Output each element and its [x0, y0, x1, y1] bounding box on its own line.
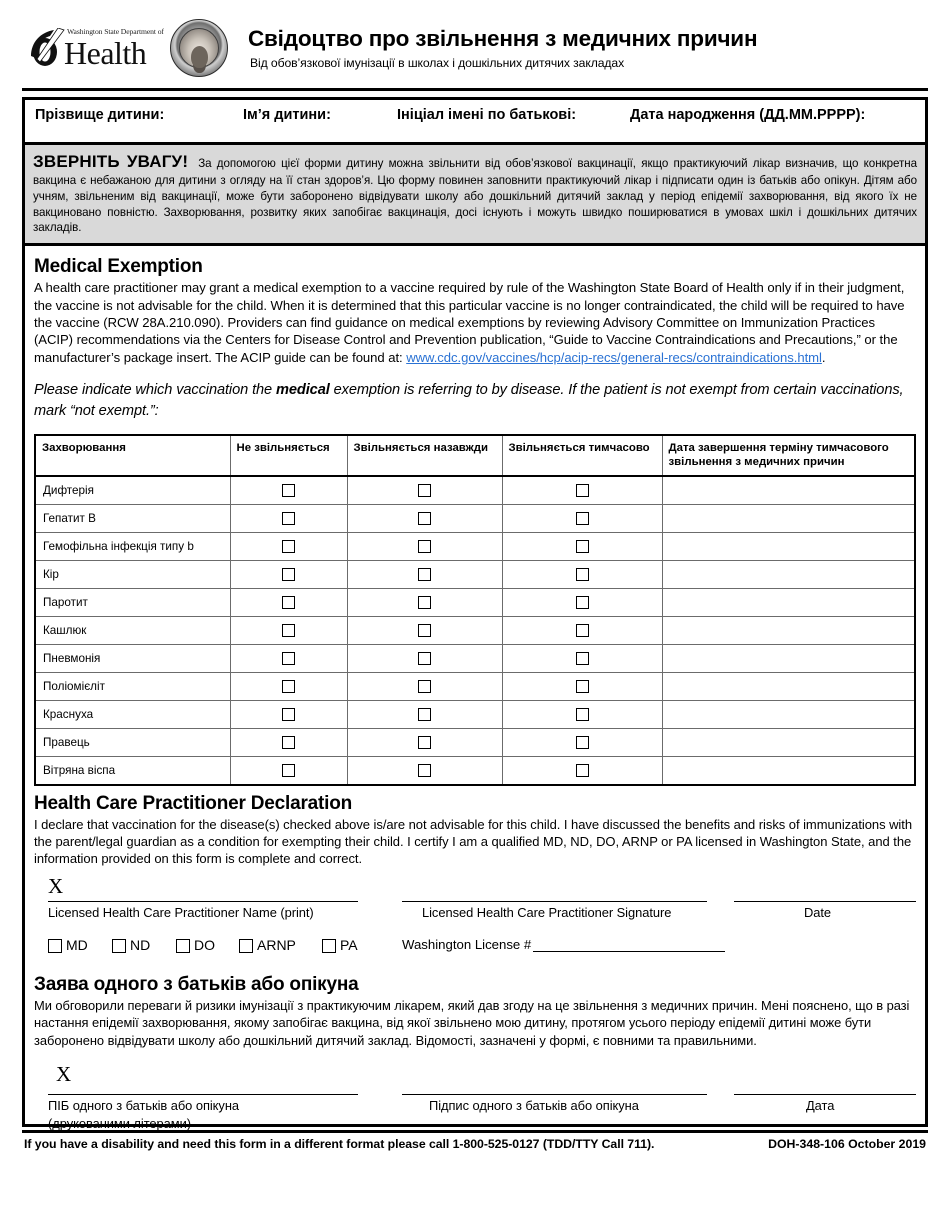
exemption-end-date-cell[interactable] [662, 617, 915, 645]
washington-license-label: Washington License # [402, 936, 532, 952]
practitioner-signature-lines [34, 873, 916, 932]
notice-heading: ЗВЕРНІТЬ УВАГУ! [33, 152, 189, 171]
table-row [35, 561, 915, 589]
disease-name-cell: Гемофільна інфекція типу b [35, 533, 230, 561]
checkbox-cell-temporary-exempt[interactable] [502, 757, 662, 786]
medical-exemption-text-end: . [821, 349, 826, 365]
table-row [35, 673, 915, 701]
disease-name-cell: Кір [35, 561, 230, 589]
field-label-child-middle-initial: Ініціал імені по батькові: [397, 107, 577, 123]
checkbox-permanent-exempt-icon[interactable] [418, 624, 431, 637]
checkbox-not-exempt-icon[interactable] [282, 568, 295, 581]
practitioner-date-input[interactable] [734, 901, 916, 902]
exemption-end-date-cell[interactable] [662, 673, 915, 701]
checkbox-cell-not-exempt[interactable] [230, 561, 347, 589]
medical-exemption-heading: Medical Exemption [34, 256, 203, 278]
checkbox-cell-not-exempt[interactable] [230, 533, 347, 561]
parent-name-label-2: (друкованими літерами) [48, 1116, 191, 1131]
checkbox-cell-temporary-exempt[interactable] [502, 617, 662, 645]
practitioner-credentials-row [34, 934, 916, 962]
medical-exemption-paragraph [34, 279, 916, 366]
credential-checkbox-md[interactable] [48, 937, 88, 953]
checkbox-not-exempt-icon[interactable] [282, 484, 295, 497]
column-header-not-exempt: Не звільняється [230, 435, 347, 477]
checkbox-cell-not-exempt[interactable] [230, 476, 347, 505]
credential-checkbox-do[interactable] [176, 937, 215, 953]
credential-label-nd: ND [130, 936, 151, 953]
checkbox-temporary-exempt-icon[interactable] [576, 540, 589, 553]
form-frame [22, 97, 928, 1131]
notice-block [25, 145, 925, 246]
checkbox-cell-permanent-exempt[interactable] [347, 701, 502, 729]
checkbox-not-exempt-icon[interactable] [282, 680, 295, 693]
disease-name-cell: Краснуха [35, 701, 230, 729]
header-divider [22, 88, 928, 91]
checkbox-temporary-exempt-icon[interactable] [576, 764, 589, 777]
checkbox-pa-icon[interactable] [322, 939, 336, 953]
checkbox-cell-not-exempt[interactable] [230, 729, 347, 757]
exemption-end-date-cell[interactable] [662, 757, 915, 786]
page-title: Свідоцтво про звільнення з медичних причин [248, 26, 758, 52]
disease-name-cell: Вітряна віспа [35, 757, 230, 786]
checkbox-cell-temporary-exempt[interactable] [502, 589, 662, 617]
checkbox-permanent-exempt-icon[interactable] [418, 764, 431, 777]
table-header-row [35, 435, 915, 477]
field-label-child-dob: Дата народження (ДД.ММ.РРРР): [630, 107, 866, 123]
table-row [35, 476, 915, 505]
checkbox-permanent-exempt-icon[interactable] [418, 568, 431, 581]
checkbox-cell-temporary-exempt[interactable] [502, 729, 662, 757]
checkbox-permanent-exempt-icon[interactable] [418, 652, 431, 665]
checkbox-cell-not-exempt[interactable] [230, 617, 347, 645]
field-label-child-first-name: Ім’я дитини: [243, 107, 331, 123]
disease-name-cell: Дифтерія [35, 476, 230, 505]
parent-signature-lines [34, 1062, 916, 1131]
checkbox-temporary-exempt-icon[interactable] [576, 624, 589, 637]
practitioner-declaration-heading: Health Care Practitioner Declaration [34, 793, 353, 815]
checkbox-cell-temporary-exempt[interactable] [502, 673, 662, 701]
exemption-end-date-cell[interactable] [662, 505, 915, 533]
exemption-end-date-cell[interactable] [662, 645, 915, 673]
checkbox-not-exempt-icon[interactable] [282, 708, 295, 721]
exemption-instruction [34, 380, 916, 421]
instruction-emphasis: medical [276, 382, 330, 399]
checkbox-do-icon[interactable] [176, 939, 190, 953]
checkbox-temporary-exempt-icon[interactable] [576, 512, 589, 525]
checkbox-cell-temporary-exempt[interactable] [502, 476, 662, 505]
checkbox-cell-permanent-exempt[interactable] [347, 673, 502, 701]
checkbox-temporary-exempt-icon[interactable] [576, 736, 589, 749]
practitioner-signature-input[interactable] [402, 901, 707, 902]
checkbox-temporary-exempt-icon[interactable] [576, 652, 589, 665]
notice-paragraph [33, 150, 917, 236]
credential-checkbox-nd[interactable] [112, 937, 150, 953]
table-row [35, 533, 915, 561]
checkbox-permanent-exempt-icon[interactable] [418, 680, 431, 693]
table-row [35, 589, 915, 617]
exemption-end-date-cell[interactable] [662, 729, 915, 757]
exemption-end-date-cell[interactable] [662, 476, 915, 505]
parent-date-label: Дата [806, 1098, 835, 1113]
checkbox-arnp-icon[interactable] [239, 939, 253, 953]
title-block [248, 26, 757, 70]
checkbox-temporary-exempt-icon[interactable] [576, 568, 589, 581]
washington-state-seal-icon [170, 19, 228, 77]
instruction-part-1: Please indicate which vaccination the [34, 382, 277, 399]
checkbox-cell-not-exempt[interactable] [230, 589, 347, 617]
credential-checkbox-pa[interactable] [322, 937, 358, 953]
checkbox-permanent-exempt-icon[interactable] [418, 484, 431, 497]
credential-label-md: MD [66, 936, 88, 953]
checkbox-cell-not-exempt[interactable] [230, 645, 347, 673]
checkbox-permanent-exempt-icon[interactable] [418, 736, 431, 749]
practitioner-x-mark: X [48, 873, 64, 898]
checkbox-cell-not-exempt[interactable] [230, 757, 347, 786]
parent-signature-input[interactable] [402, 1094, 707, 1095]
checkbox-cell-not-exempt[interactable] [230, 701, 347, 729]
checkbox-permanent-exempt-icon[interactable] [418, 708, 431, 721]
checkbox-cell-permanent-exempt[interactable] [347, 589, 502, 617]
checkbox-cell-temporary-exempt[interactable] [502, 701, 662, 729]
checkbox-md-icon[interactable] [48, 939, 62, 953]
disease-table-body [35, 476, 915, 785]
checkbox-not-exempt-icon[interactable] [282, 652, 295, 665]
credential-label-pa: PA [340, 936, 358, 953]
checkbox-cell-permanent-exempt[interactable] [347, 645, 502, 673]
checkbox-not-exempt-icon[interactable] [282, 512, 295, 525]
checkbox-permanent-exempt-icon[interactable] [418, 512, 431, 525]
cdc-acip-link[interactable]: www.cdc.gov/vaccines/hcp/acip-recs/general-recs/contraindications.html [406, 349, 822, 365]
checkbox-cell-temporary-exempt[interactable] [502, 505, 662, 533]
washington-license-input[interactable] [533, 938, 725, 952]
checkbox-cell-temporary-exempt[interactable] [502, 561, 662, 589]
washington-license-field[interactable] [402, 937, 725, 952]
footer-accessibility-notice: If you have a disability and need this form in a different format please call 1-800-525-0127 (TDD/TTY Call 711). [24, 1137, 655, 1151]
checkbox-cell-permanent-exempt[interactable] [347, 729, 502, 757]
practitioner-date-label: Date [804, 904, 832, 920]
checkbox-cell-temporary-exempt[interactable] [502, 645, 662, 673]
checkbox-not-exempt-icon[interactable] [282, 596, 295, 609]
table-row [35, 617, 915, 645]
table-row [35, 505, 915, 533]
agency-dept-line: Washington State Department of [67, 27, 164, 36]
disease-name-cell: Гепатит B [35, 505, 230, 533]
checkbox-cell-permanent-exempt[interactable] [347, 757, 502, 786]
table-row [35, 757, 915, 786]
field-label-child-last-name: Прізвище дитини: [35, 107, 165, 123]
credential-checkbox-arnp[interactable] [239, 937, 296, 953]
checkbox-cell-permanent-exempt[interactable] [347, 533, 502, 561]
credential-label-do: DO [194, 936, 215, 953]
footer-form-number: DOH-348-106 October 2019 [768, 1137, 926, 1151]
checkbox-permanent-exempt-icon[interactable] [418, 540, 431, 553]
page-footer [22, 1130, 928, 1159]
table-row [35, 729, 915, 757]
checkbox-temporary-exempt-icon[interactable] [576, 680, 589, 693]
disease-exemption-table [34, 434, 916, 787]
parent-name-input[interactable] [48, 1094, 358, 1095]
practitioner-declaration-text: I declare that vaccination for the disease(s) checked above is/are not advisable for this child. I have discussed the benefits and risks of immunizations with the parent/legal guardian as a condition for exempting their child. I certify I am a qualified MD, ND, DO, ARNP or PA licensed in Washington State, and the information provided on this form is complete and correct. [34, 817, 913, 867]
practitioner-signature-label: Licensed Health Care Practitioner Signature [422, 904, 672, 920]
checkbox-cell-permanent-exempt[interactable] [347, 617, 502, 645]
disease-name-cell: Пневмонія [35, 645, 230, 673]
masthead [0, 0, 950, 84]
exemption-end-date-cell[interactable] [662, 561, 915, 589]
checkbox-permanent-exempt-icon[interactable] [418, 596, 431, 609]
child-info-row [25, 100, 925, 145]
parent-declaration-heading: Заява одного з батьків або опікуна [34, 973, 359, 995]
parent-signature-label: Підпис одного з батьків або опікуна [429, 1098, 639, 1113]
parent-declaration-text: Ми обговорили переваги й ризики імунізації з практикуючим лікарем, який дав згоду на це звільнення з медичних причин. Мені пояснено, що в разі настання епідемії захворювання, якому запобігає вакцина, від якої звільнено мою дитину, протягом усього періоду епідемії дитині може бути заборонено відвідувати школу або дошкільний дитячий заклад. Відомості, зазначені у формі, є повними та правильними. [34, 997, 910, 1049]
column-header-disease: Захворювання [35, 435, 230, 477]
disease-name-cell: Кашлюк [35, 617, 230, 645]
disease-name-cell: Поліомієліт [35, 673, 230, 701]
checkbox-cell-permanent-exempt[interactable] [347, 476, 502, 505]
practitioner-declaration-section [34, 793, 916, 961]
checkbox-cell-permanent-exempt[interactable] [347, 561, 502, 589]
form-body [25, 246, 925, 1131]
checkbox-not-exempt-icon[interactable] [282, 540, 295, 553]
parent-x-mark: X [56, 1062, 72, 1086]
exemption-end-date-cell[interactable] [662, 701, 915, 729]
table-row [35, 645, 915, 673]
wa-doh-logo [28, 21, 164, 75]
practitioner-name-label: Licensed Health Care Practitioner Name (print) [48, 904, 314, 920]
page-subtitle: Від обов’язкової імунізації в школах і дошкільних дитячих закладах [250, 55, 625, 70]
parent-declaration-section [34, 973, 916, 1131]
checkbox-temporary-exempt-icon[interactable] [576, 596, 589, 609]
checkbox-cell-permanent-exempt[interactable] [347, 505, 502, 533]
table-row [35, 701, 915, 729]
parent-date-input[interactable] [734, 1094, 916, 1095]
checkbox-not-exempt-icon[interactable] [282, 624, 295, 637]
exemption-end-date-cell[interactable] [662, 533, 915, 561]
medical-exemption-text: A health care practitioner may grant a medical exemption to a vaccine required by rule of the Washington State Board of Health only if in their judgment, the vaccine is not advisable for the child. When it is determined that this particular vaccine is no longer contraindicated, the child will be required to have the vaccine (RCW 28A.210.090). Providers can find guidance on medical exemptions by reviewing Advisory Committee on Immunization Practices (ACIP) recommendations via the Centers for Disease Control and Prevention publication, “Guide to Vaccine Contraindications and Precautions,” or the manufacturer’s package insert. The ACIP guide can be found at: [34, 280, 905, 365]
checkbox-not-exempt-icon[interactable] [282, 736, 295, 749]
checkbox-cell-not-exempt[interactable] [230, 673, 347, 701]
checkbox-temporary-exempt-icon[interactable] [576, 484, 589, 497]
checkbox-temporary-exempt-icon[interactable] [576, 708, 589, 721]
column-header-permanent-exempt: Звільняється назавжди [347, 435, 502, 477]
practitioner-name-input[interactable] [48, 901, 358, 902]
column-header-end-date: Дата завершення терміну тимчасового звільнення з медичних причин [662, 435, 915, 477]
disease-name-cell: Паротит [35, 589, 230, 617]
column-header-temporary-exempt: Звільняється тимчасово [502, 435, 662, 477]
checkbox-cell-temporary-exempt[interactable] [502, 533, 662, 561]
checkbox-cell-not-exempt[interactable] [230, 505, 347, 533]
agency-wordmark: Health [64, 35, 147, 71]
parent-name-label: ПІБ одного з батьків або опікуна [48, 1098, 240, 1113]
exemption-end-date-cell[interactable] [662, 589, 915, 617]
credential-label-arnp: ARNP [257, 936, 296, 953]
instruction-part-2: exemption is referring to by disease. If the patient is not exempt from certain vaccinations, mark “not exempt.”: [34, 382, 904, 419]
notice-text: За допомогою цієї форми дитину можна звільнити від обов’язкової вакцинації, якщо практикуючий лікар визначив, що конкретна вакцина є небажаною для дитини з огляду на її стан здоров’я. Цю форму повинен заповнити практикуючий лікар і підписати один із батьків або опікун. Дітям або учням, звільненим від вакцинації, може бути заборонено відвідувати школу або дошкільний дитячий заклад у період епідемії захворювання, від якого їх не вакциновано повністю. Захворювання, розвитку яких запобігає вакцинація, досі існують і можуть швидко поширюватися в умовах шкіл і дошкільних дитячих закладів. [33, 157, 917, 235]
checkbox-not-exempt-icon[interactable] [282, 764, 295, 777]
checkbox-nd-icon[interactable] [112, 939, 126, 953]
doh-swoosh-icon [28, 28, 68, 70]
disease-name-cell: Правець [35, 729, 230, 757]
